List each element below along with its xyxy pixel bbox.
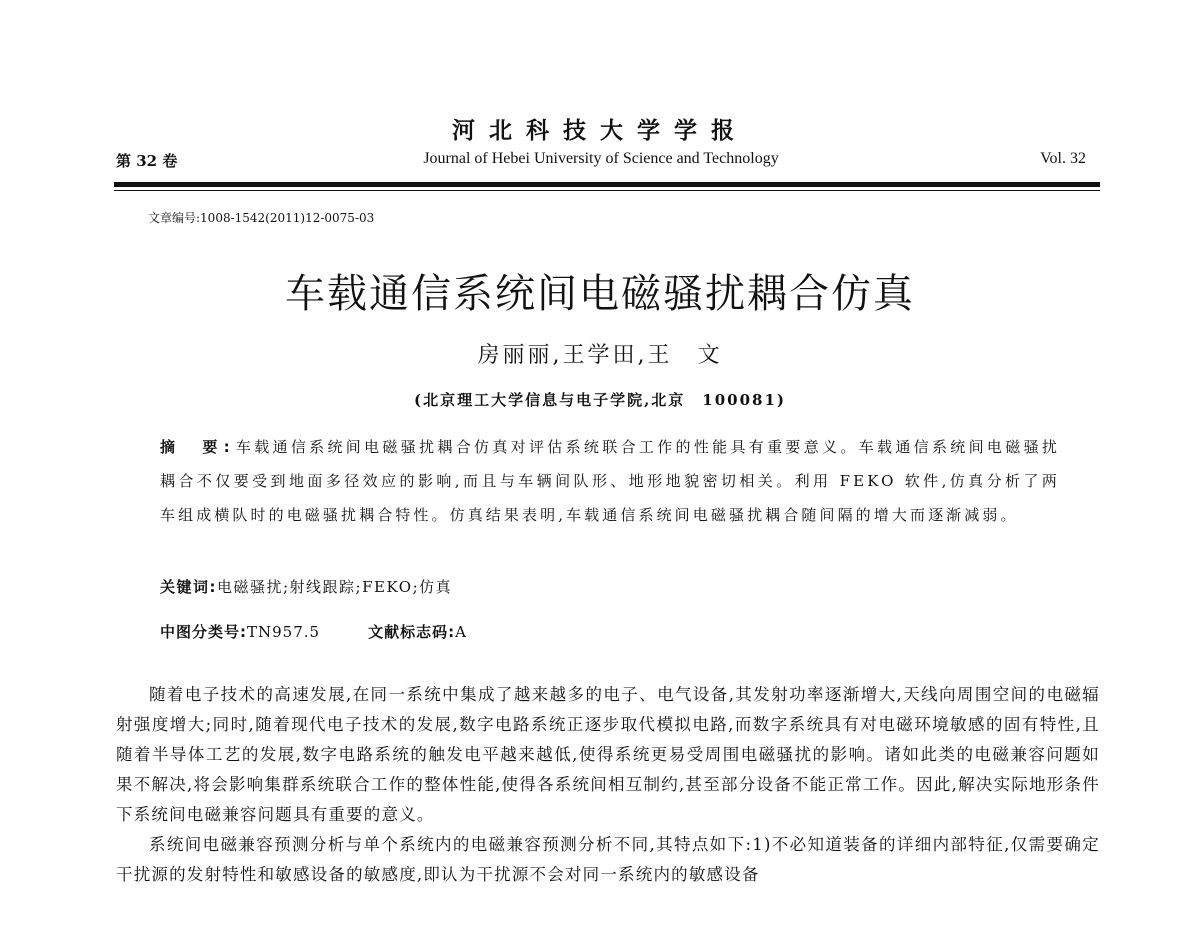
keywords-label: 关键词:: [160, 578, 217, 596]
header-rule-thin: [114, 190, 1100, 191]
affiliation: (北京理工大学信息与电子学院,北京 100081): [413, 391, 787, 409]
clc-label: 中图分类号:: [160, 623, 247, 641]
keywords: [160, 576, 1060, 597]
abstract: [160, 430, 1060, 532]
running-header: [116, 150, 1086, 172]
article-number: 文章编号:1008-1542(2011)12-0075-03: [148, 211, 375, 225]
header-rule-thick: [114, 182, 1100, 187]
doc-code-value: A: [455, 623, 467, 641]
volume-cn: 第 32 卷: [116, 152, 178, 170]
doc-code-label: 文献标志码:: [368, 623, 456, 641]
body-paragraph-2: 系统间电磁兼容预测分析与单个系统内的电磁兼容预测分析不同,其特点如下:1)不必知道装备的详细内部特征,仅需要确定干扰源的发射特性和敏感设备的敏感度,即认为干扰源不会对同一系统内的敏感设备: [116, 835, 1100, 884]
journal-title-en: Journal of Hebei University of Science and Technology: [423, 150, 779, 167]
paper-title: 车载通信系统间电磁骚扰耦合仿真: [285, 271, 915, 317]
abstract-label: 摘 要:: [160, 438, 236, 456]
volume-en: Vol. 32: [1040, 150, 1086, 167]
abstract-text: 车载通信系统间电磁骚扰耦合仿真对评估系统联合工作的性能具有重要意义。车载通信系统间电磁骚扰耦合不仅要受到地面多径效应的影响,而且与车辆间队形、地形地貌密切相关。利用 FEKO 软件,仿真分析了两车组成横队时的电磁骚扰耦合特性。仿真结果表明,车载通信系统间电磁骚扰耦合随间隔的增大而逐渐减弱。: [160, 438, 1060, 524]
classification-row: [160, 621, 1060, 642]
clc-value: TN957.5: [247, 623, 321, 641]
journal-title-cn: 河北科技大学学报: [452, 117, 748, 144]
keywords-text: 电磁骚扰;射线跟踪;FEKO;仿真: [217, 578, 453, 596]
body-paragraph-1: 随着电子技术的高速发展,在同一系统中集成了越来越多的电子、电气设备,其发射功率逐渐增大,天线向周围空间的电磁辐射强度增大;同时,随着现代电子技术的发展,数字电路系统正逐步取代模拟电路,而数字系统具有对电磁环境敏感的固有特性,且随着半导体工艺的发展,数字电路系统的触发电平越来越低,使得系统更易受周围电磁骚扰的影响。诸如此类的电磁兼容问题如果不解决,将会影响集群系统联合工作的整体性能,使得各系统间相互制约,甚至部分设备不能正常工作。因此,解决实际地形条件下系统间电磁兼容问题具有重要的意义。: [116, 685, 1100, 824]
authors: 房丽丽,王学田,王 文: [477, 343, 723, 368]
body-text: [116, 680, 1100, 890]
